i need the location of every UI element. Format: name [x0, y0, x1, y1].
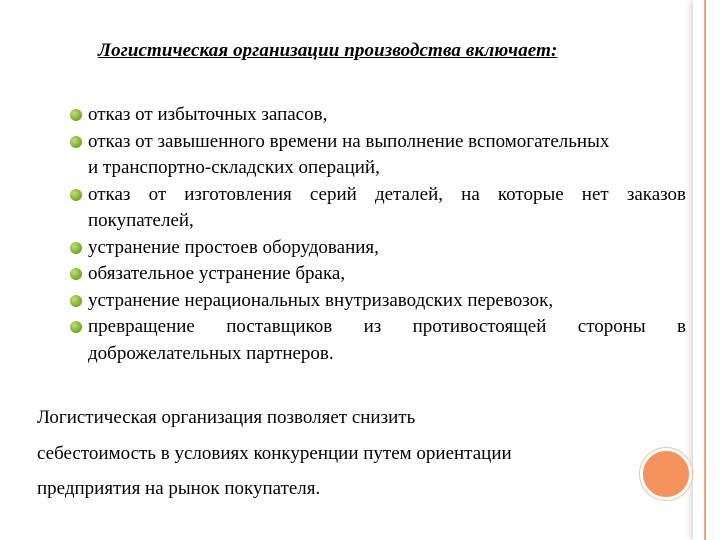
list-item [0, 102, 686, 129]
list-item-text: покупателей, [88, 210, 194, 231]
list-item [0, 129, 686, 182]
paragraph-line: Логистическая организация позволяет снизить [37, 407, 416, 428]
list-item-text: и транспортно-складских операций, [88, 157, 380, 178]
list-item-text: отказ от завышенного времени на выполнение вспомогательных [88, 130, 610, 152]
list-item [0, 314, 686, 367]
paragraph-line: предприятия на рынок покупателя. [37, 478, 321, 499]
list-item-text: отказ от избыточных запасов, [88, 104, 328, 125]
list-item-text: отказ от изготовления серий деталей, на которые нет заказов [88, 183, 686, 205]
list-item [0, 261, 686, 288]
bullet-icon [70, 242, 82, 254]
decorative-circle [640, 448, 692, 500]
bullet-icon [70, 295, 82, 307]
list-item-text: доброжелательных партнеров. [88, 342, 334, 364]
bullet-icon [70, 136, 82, 148]
list-item-text: обязательное устранение брака, [88, 263, 346, 284]
list-item [0, 182, 686, 235]
summary-paragraph [37, 400, 637, 507]
bullet-list [0, 102, 720, 367]
list-item [0, 288, 686, 315]
paragraph-line: себестоимость в условиях конкуренции путем ориентации [37, 442, 512, 464]
list-item-text: превращение поставщиков из противостоящей стороны в [88, 316, 686, 337]
slide-title: Логистическая организации производства включает: [98, 40, 558, 61]
bullet-icon [70, 189, 82, 201]
list-item [0, 235, 686, 262]
bullet-icon [70, 109, 82, 121]
bullet-icon [70, 268, 82, 280]
bullet-icon [70, 321, 82, 333]
list-item-text: устранение простоев оборудования, [88, 236, 379, 258]
list-item-text: устранение нерациональных внутризаводских перевозок, [88, 289, 554, 311]
